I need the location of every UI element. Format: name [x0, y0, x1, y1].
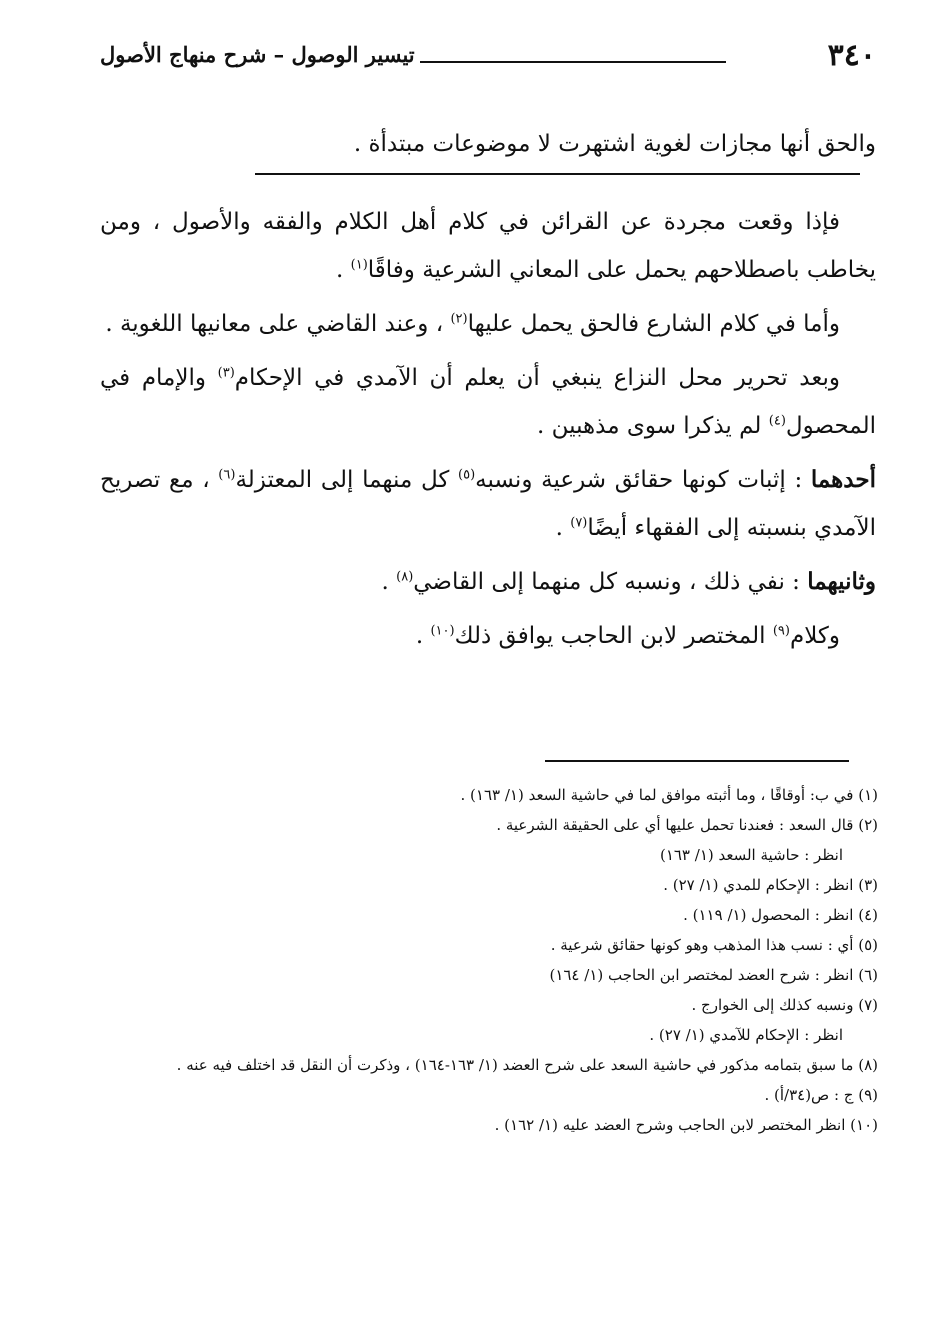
running-header: [100, 38, 876, 78]
footnote-ref-3: (٣): [217, 365, 235, 381]
header-rule: [420, 61, 726, 63]
footnote-7: (٧) ونسبه كذلك إلى الخوارج .: [691, 996, 878, 1014]
footnote-ref-1: (١): [350, 257, 368, 273]
main-text: [100, 198, 876, 666]
paragraph-3-b: والإمام في المحصول: [100, 365, 876, 439]
paragraph-3-c: لم يذكرا سوى مذهبين .: [537, 413, 769, 439]
paragraph-3-a: وبعد تحرير محل النزاع ينبغي أن يعلم أن الآمدي في الإحكام: [234, 365, 840, 391]
footnote-ref-8: (٨): [396, 569, 414, 585]
paragraph-6-b: المختصر لابن الحاجب يوافق ذلك: [454, 623, 773, 649]
footnote-7-source: انظر : الإحكام للآمدي (١/ ٢٧) .: [649, 1026, 843, 1044]
footnote-9: (٩) ج : ص(٣٤/أ) .: [764, 1086, 878, 1104]
footnote-ref-2: (٢): [450, 311, 468, 327]
paragraph-5-label: وثانيهما: [807, 568, 876, 595]
paragraph-4-a: : إثبات كونها حقائق شرعية ونسبه: [475, 467, 811, 493]
paragraph-4-b: كل منهما إلى المعتزلة: [235, 467, 458, 493]
paragraph-5-a: : نفي ذلك ، ونسبه كل منهما إلى القاضي: [413, 569, 808, 595]
paragraph-5: [100, 558, 876, 606]
footnote-ref-5: (٥): [458, 467, 476, 483]
paragraph-5-b: .: [381, 569, 397, 595]
footnote-3: (٣) انظر : الإحكام للمدي (١/ ٢٧) .: [663, 876, 878, 894]
paragraph-6-c: .: [415, 623, 431, 649]
running-title: تيسير الوصول – شرح منهاج الأصول: [100, 42, 415, 67]
footnote-separator: [545, 760, 849, 762]
footnote-8: (٨) ما سبق بتمامه مذكور في حاشية السعد على شرح العضد (١/ ١٦٣-١٦٤) ، وذكرت أن النقل قد اختلف فيه عنه .: [176, 1056, 878, 1074]
footnote-10: (١٠) انظر المختصر لابن الحاجب وشرح العضد عليه (١/ ١٦٢) .: [494, 1116, 878, 1134]
footnotes: [110, 780, 878, 1140]
footnote-1: (١) في ب: أوقاقًا ، وما أثبته موافق لما في حاشية السعد (١/ ١٦٣) .: [460, 786, 878, 804]
paragraph-4: [100, 456, 876, 552]
paragraph-4-label: أحدهما: [810, 466, 876, 493]
section-rule: [255, 173, 860, 175]
footnote-5: (٥) أي : نسب هذا المذهب وهو كونها حقائق شرعية .: [550, 936, 878, 954]
footnote-4: (٤) انظر : المحصول (١/ ١١٩) .: [683, 906, 878, 924]
paragraph-6: [100, 612, 876, 660]
footnote-2: (٢) قال السعد : فعندنا تحمل عليها أي على الحقيقة الشرعية .: [496, 816, 878, 834]
intro-block: [100, 120, 876, 168]
paragraph-3: [100, 354, 876, 450]
page-number: ٣٤٠: [827, 38, 876, 73]
paragraph-2-a: وأما في كلام الشارع فالحق يحمل عليها: [467, 311, 840, 337]
intro-sentence: والحق أنها مجازات لغوية اشتهرت لا موضوعات مبتدأة .: [353, 131, 876, 157]
paragraph-1-text: فإذا وقعت مجردة عن القرائن في كلام أهل الكلام والفقه والأصول ، ومن يخاطب باصطلاحهم يحمل على المعاني الشرعية وفاقًا: [100, 209, 876, 283]
paragraph-4-d: .: [555, 515, 571, 541]
footnote-ref-10: (١٠): [430, 623, 455, 639]
paragraph-2: [100, 300, 876, 348]
paragraph-4-c: ، مع تصريح الآمدي بنسبته إلى الفقهاء أيضًا: [100, 467, 876, 541]
paragraph-6-a: وكلام: [789, 623, 840, 649]
paragraph-1: [100, 198, 876, 294]
paragraph-1-end: .: [336, 257, 351, 283]
footnote-ref-6: (٦): [218, 467, 236, 483]
footnote-6: (٦) انظر : شرح العضد لمختصر ابن الحاجب (١/ ١٦٤): [549, 966, 878, 984]
paragraph-2-b: ، وعند القاضي على معانيها اللغوية .: [105, 311, 451, 337]
footnote-ref-4: (٤): [768, 413, 786, 429]
footnote-2-source: انظر : حاشية السعد (١/ ١٦٣): [659, 846, 843, 864]
footnote-ref-7: (٧): [570, 515, 588, 531]
footnote-ref-9: (٩): [772, 623, 790, 639]
